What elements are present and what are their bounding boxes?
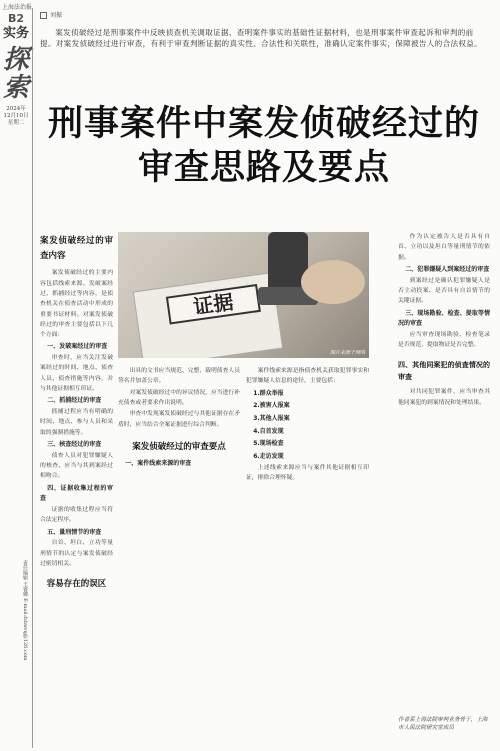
- photo-credit: 图片来源于网络: [329, 350, 365, 356]
- subheading: 5.现场检查: [253, 440, 284, 448]
- author-footnote: 作者系上海法院审判业务骨干，上海市人民法院研究室成员: [398, 717, 488, 732]
- paragraph: 到案经过是确认犯罪嫌疑人是否主动投案、是否具有自首情节的关键证据。: [398, 277, 490, 305]
- paragraph: 对案发侦破经过中的异议情况，应当进行补充侦查或者要求作出说明。: [118, 389, 240, 406]
- subheading: 6.走访发现: [253, 452, 284, 460]
- section-sidebar: [2, 12, 30, 127]
- section-heading: 案发侦破经过的审查内容: [40, 236, 113, 262]
- column-1: [40, 232, 113, 596]
- subheading: 三、现场勘验、检查、提取等情况的审查: [398, 309, 490, 328]
- paragraph: 案件线索来源是指侦查机关获取犯罪事实和犯罪嫌疑人信息的途径，主要包括：: [246, 368, 369, 385]
- subheading: 二、犯罪嫌疑人到案经过的审查: [405, 265, 490, 273]
- column-2: [118, 366, 240, 470]
- subheading: 4.自首发现: [253, 427, 284, 435]
- subheading: 一、发破案经过的审查: [47, 343, 108, 351]
- paragraph: 审查中发现案发侦破经过与其他证据存在矛盾时，应当结合全案证据进行综合判断。: [118, 411, 240, 428]
- paragraph: 抓捕过程应当有明确的时间、地点、参与人员和采取的强制措施等。: [40, 409, 113, 436]
- stamp-text: 证据: [191, 289, 235, 319]
- section-heading: 容易存在的误区: [46, 579, 107, 590]
- paragraph: 案发侦破经过的主要内容包括线索来源、发破案经过、抓捕经过等内容，是侦查机关在侦查活动中形成的重要书证材料。对案发侦破经过的审查主要包括以下几个方面：: [40, 270, 113, 339]
- subheading: 五、量刑情节的审查: [47, 528, 102, 536]
- paragraph: 侦查人员对犯罪嫌疑人的核查，应当与其到案经过相吻合。: [40, 452, 113, 480]
- paragraph: 证据的收集过程应当符合法定程序。: [40, 506, 113, 524]
- editor-credit: 责任编辑 王睿卿 E-mail:fzbwrq@126.com: [22, 560, 28, 661]
- stamp-photo-illustration: [118, 232, 369, 358]
- column-4: [398, 232, 490, 409]
- subheading: 四、证据收集过程的审查: [40, 484, 113, 503]
- subheading: 3.其他人报案: [253, 414, 290, 422]
- stamp-photo: [118, 232, 369, 358]
- paragraph: 作为认定被告人是否具有自首、立功以及坦白等量刑情节的依据。: [398, 234, 490, 261]
- section-heading: 案发侦破经过的审查要点: [132, 441, 226, 452]
- paragraph: 应当审查现场勘验、检查笔录是否规范，提取物证是否完整。: [398, 331, 490, 349]
- subheading: 三、核查经过的审查: [47, 440, 102, 448]
- section-big-title: 探索: [2, 45, 29, 103]
- subheading: 一、案件线索来源的审查: [125, 460, 192, 467]
- abstract: 案发侦破经过是刑事案件中反映侦查机关调取证据、查明案件事实的基础性证据材料，也是刑事案件审查起诉和审判的前提。对案发侦破经过进行审查，有利于审查判断证据的真实性、合法性和关联性，准确认定案件事实，保障被告人的合法权益。: [40, 28, 483, 48]
- article-title: 刑事案件中案发侦破经过的 审查思路及要点: [47, 104, 480, 189]
- author-line: 刘振: [40, 10, 62, 19]
- masthead: 上海法治报: [2, 4, 33, 11]
- author-box-icon: [40, 12, 47, 19]
- sidebar-divider: [32, 8, 33, 748]
- issue-date: 2024年 12月10日 星期二: [3, 105, 29, 127]
- paragraph: 对共同犯罪案件，应当审查其他同案犯的到案情况和处理结果。: [398, 389, 490, 406]
- section-heading: 四、其他同案犯的侦查情况的审查: [398, 360, 490, 381]
- subheading: 二、抓捕经过的审查: [47, 397, 102, 405]
- subheading: 2.被害人报案: [253, 402, 290, 410]
- section-code: B2: [7, 12, 25, 25]
- paragraph: 出具的文书应当规范、完整，载明侦查人员签名并加盖公章。: [118, 368, 240, 385]
- subheading: 1.群众举报: [253, 389, 284, 397]
- paragraph: 审查时，应当关注发破案经过的时间、地点、侦查人员、侦查措施等内容，并与其他证据相互印证。: [40, 355, 113, 393]
- column-3: [246, 366, 369, 484]
- paragraph: 自首、坦白、立功等量刑情节的认定与案发侦破经过密切相关。: [40, 540, 113, 567]
- paragraph: 上述线索来源应当与案件其他证据相互印证，排除合理怀疑。: [246, 464, 369, 481]
- section-name: 实务: [2, 26, 29, 41]
